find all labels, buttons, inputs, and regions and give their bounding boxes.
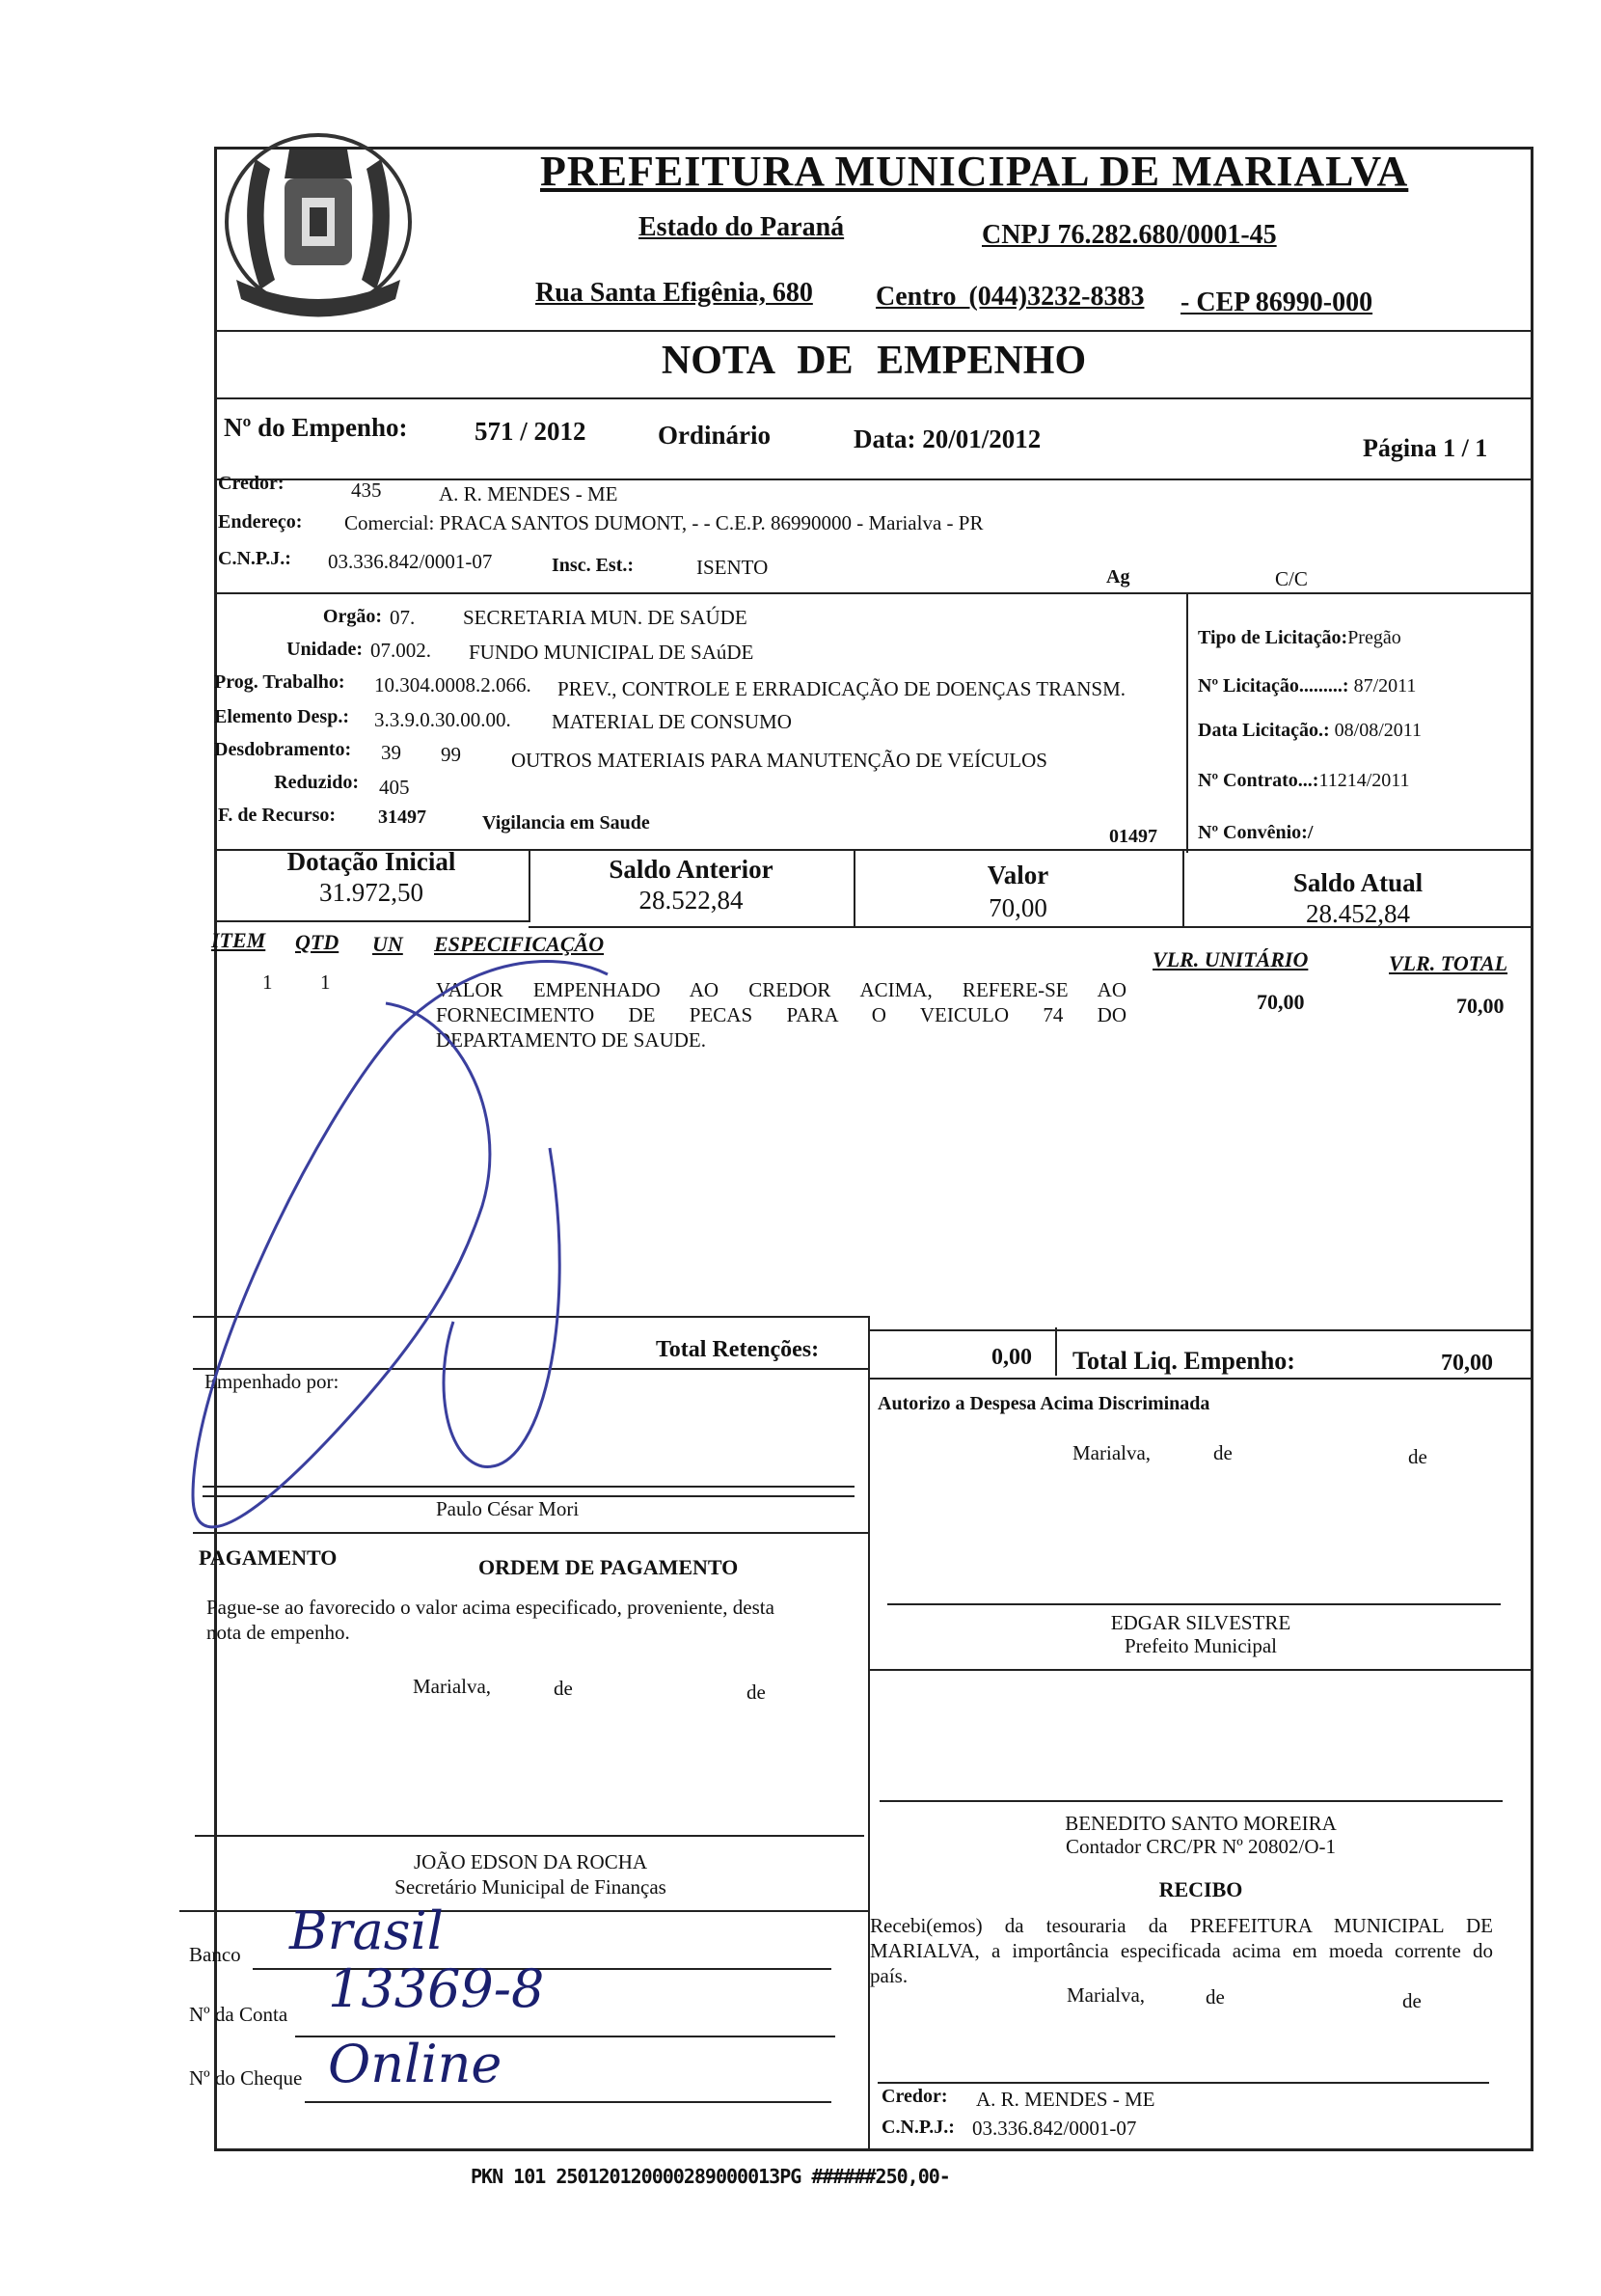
credor-name: A. R. MENDES - ME [439,482,618,506]
mayor-role: Prefeito Municipal [1124,1634,1278,1657]
unidade-name: FUNDO MUNICIPAL DE SAúDE [469,641,754,664]
desdobramento-code1: 39 [381,741,401,764]
accountant-role: Contador CRC/PR Nº 20802/O-1 [1065,1835,1337,1858]
empenho-type: Ordinário [658,421,772,450]
empenhado-label: Empenhado por: [204,1370,339,1393]
col-qtd: QTD [295,930,339,954]
col-total-value: VLR. TOTAL [1389,951,1508,975]
bank-handwritten: Brasil [289,1900,444,1961]
retencoes-value: 0,00 [991,1345,1032,1370]
header-cep: - CEP 86990-000 [1180,287,1373,317]
right-de2: de [1408,1445,1427,1468]
unidade-label: Unidade: [286,639,363,660]
recibo-credor-label: Credor: [882,2086,948,2107]
licitacao-number: Nº Licitação.........: 87/2011 [1198,675,1417,697]
right-city: Marialva, [1072,1441,1152,1464]
col-un: UN [372,932,403,956]
bank-label: Banco [189,1943,241,1966]
ordem-pagamento-label: ORDEM DE PAGAMENTO [478,1555,739,1579]
dotacao-label: Dotação Inicial [286,847,456,876]
valor-value: 70,00 [989,893,1047,922]
agency-label: Ag [1106,566,1130,588]
account-handwritten: 13369-8 [328,1958,545,2019]
account-number-label: Nº da Conta [189,2003,288,2026]
col-especificacao: ESPECIFICAÇÃO [434,932,605,956]
insc-value: ISENTO [696,556,769,579]
item-unit-value: 70,00 [1257,990,1305,1014]
orgao-label: Orgão: [322,606,382,627]
municipality-title: PREFEITURA MUNICIPAL DE MARIALVA [540,148,1409,195]
cheque-label: Nº do Cheque [189,2066,303,2090]
item-desc-line3: DEPARTAMENTO DE SAUDE. [436,1028,706,1052]
signature-stroke [164,955,627,1572]
prog-label: Prog. Trabalho: [214,671,345,693]
element-name: MATERIAL DE CONSUMO [552,710,792,733]
header-phone: Centro (044)3232-8383 [876,282,1145,312]
header-cnpj: CNPJ 76.282.680/0001-45 [982,220,1277,250]
right-de1: de [1213,1441,1233,1464]
empenho-number-label: Nº do Empenho: [224,413,408,442]
signer2-role: Secretário Municipal de Finanças [394,1875,666,1899]
item-desc-line2: FORNECIMENTO DE PECAS PARA O VEICULO 74 DO [436,1003,1126,1026]
desdobramento-code2: 99 [441,743,461,766]
item-total-value: 70,00 [1456,994,1505,1018]
recurso-name: Vigilancia em Saude [482,812,650,834]
liquid-value: 70,00 [1441,1351,1493,1376]
document-title: NOTA DE EMPENHO [661,339,1087,383]
signer2-name: JOÃO EDSON DA ROCHA [413,1850,648,1873]
pague-line1: Pague-se ao favorecido o valor acima especificado, proveniente, desta [206,1596,774,1619]
recibo-credor-name: A. R. MENDES - ME [976,2088,1155,2111]
recurso-code2: 01497 [1109,826,1157,847]
element-code: 3.3.9.0.30.00.00. [374,708,511,731]
account-label: C/C [1275,567,1308,590]
credor-cnpj: 03.336.842/0001-07 [328,550,493,573]
recibo-line1: Recebi(emos) da tesouraria da PREFEITURA MUNICIPAL DE [870,1914,1493,1937]
prog-name: PREV., CONTROLE E ERRADICAÇÃO DE DOENÇAS TRANSM. [557,677,1126,700]
empenho-number: 571 / 2012 [475,417,586,446]
retencoes-label: Total Retenções: [656,1337,820,1362]
credor-address: Comercial: PRACA SANTOS DUMONT, - - C.E.P. 86990000 - Marialva - PR [344,511,984,534]
orgao-name: SECRETARIA MUN. DE SAÚDE [463,606,747,629]
reduzido-value: 405 [379,776,410,799]
mayor-name: EDGAR SILVESTRE [1110,1611,1291,1634]
recibo-line2: MARIALVA, a importância especificada acima em moeda corrente do [870,1939,1493,1962]
item-desc-line1: VALOR EMPENHADO AO CREDOR ACIMA, REFERE-SE AO [436,978,1126,1001]
dotacao-value: 31.972,50 [319,878,423,907]
credor-label: Credor: [218,473,285,494]
left-de2: de [746,1681,766,1704]
left-city: Marialva, [413,1675,492,1698]
insc-label: Insc. Est.: [552,555,635,576]
credor-code: 435 [351,478,382,502]
footer-code: PKN 101 250120120000289000013PG ######250,00- [471,2165,950,2188]
desdobramento-name: OUTROS MATERIAIS PARA MANUTENÇÃO DE VEÍCULOS [511,749,1047,772]
liquid-label: Total Liq. Empenho: [1072,1347,1295,1375]
left-de1: de [554,1677,573,1700]
empenho-date: Data: 20/01/2012 [854,424,1042,453]
reduzido-label: Reduzido: [274,772,359,793]
valor-label: Valor [987,861,1049,889]
recibo-city: Marialva, [1067,1983,1146,2007]
cnpj-label: C.N.P.J.: [218,548,291,569]
signer1-name: Paulo César Mori [436,1497,580,1520]
recurso-label: F. de Recurso: [218,805,337,826]
desdobramento-label: Desdobramento: [214,739,352,760]
licitacao-date: Data Licitação.: 08/08/2011 [1198,720,1423,741]
contract-number: Nº Contrato...:11214/2011 [1198,770,1410,791]
cheque-handwritten: Online [328,2034,502,2094]
recibo-de1: de [1206,1985,1225,2009]
coat-of-arms-icon [217,121,420,338]
recurso-code: 31497 [378,806,426,828]
pagamento-label: PAGAMENTO [199,1545,338,1570]
recibo-line3: país. [870,1964,909,1987]
state-name: Estado do Paraná [638,212,845,242]
accountant-name: BENEDITO SANTO MOREIRA [1065,1812,1337,1835]
address-label: Endereço: [218,511,303,533]
pague-line2: nota de empenho. [206,1621,350,1644]
autorizo-label: Autorizo a Despesa Acima Discriminada [878,1393,1210,1414]
recibo-cnpj-value: 03.336.842/0001-07 [972,2117,1137,2140]
item-qtd: 1 [320,970,331,994]
orgao-code: 07. [390,606,416,629]
convenio-number: Nº Convênio:/ [1198,822,1314,843]
licitacao-type-label: Tipo de Licitação:Pregão [1198,627,1401,648]
recibo-cnpj-label: C.N.P.J.: [882,2117,955,2138]
item-number: 1 [262,970,273,994]
saldo-atual-value: 28.452,84 [1306,899,1410,928]
prog-code: 10.304.0008.2.066. [374,673,531,697]
saldo-anterior-label: Saldo Anterior [609,855,773,884]
page-number: Página 1 / 1 [1363,434,1488,462]
col-unit-value: VLR. UNITÁRIO [1153,947,1309,971]
col-item: ITEM [211,928,266,952]
header-address: Rua Santa Efigênia, 680 [535,278,813,308]
saldo-atual-label: Saldo Atual [1292,868,1424,897]
saldo-anterior-value: 28.522,84 [638,886,744,915]
unidade-code: 07.002. [370,639,431,662]
recibo-title: RECIBO [1158,1877,1243,1901]
recibo-de2: de [1402,1989,1422,2012]
element-label: Elemento Desp.: [214,706,349,727]
